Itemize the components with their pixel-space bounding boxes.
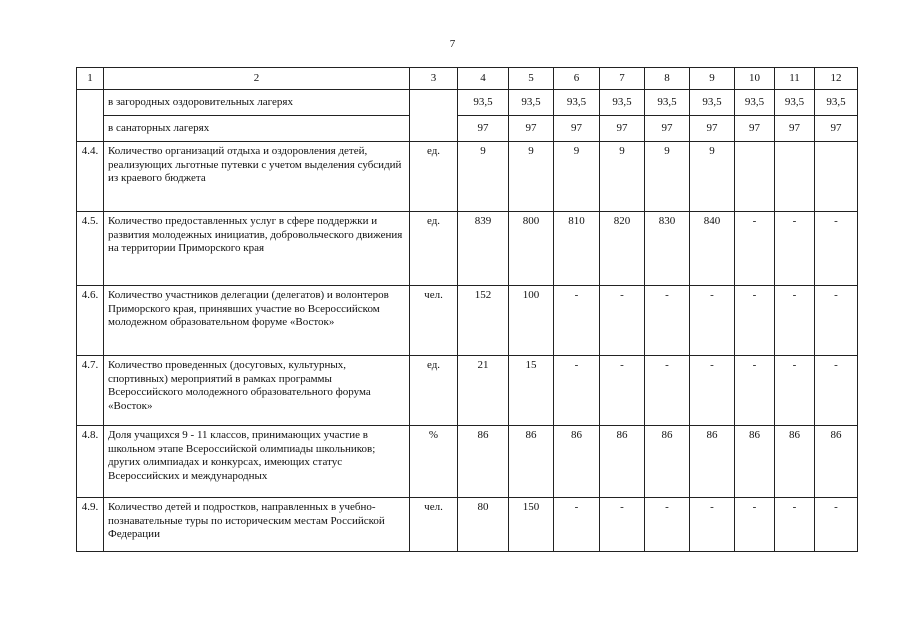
value-cell: 830 bbox=[645, 212, 690, 286]
value-cell: 86 bbox=[509, 426, 554, 498]
col-header: 5 bbox=[509, 68, 554, 90]
value-cell: - bbox=[554, 286, 600, 356]
value-cell: - bbox=[775, 498, 815, 552]
row-number: 4.5. bbox=[77, 212, 104, 286]
value-cell: 93,5 bbox=[645, 90, 690, 116]
value-cell: 9 bbox=[645, 142, 690, 212]
col-header: 9 bbox=[690, 68, 735, 90]
table-row bbox=[77, 356, 858, 426]
value-cell: - bbox=[815, 498, 858, 552]
value-cell: 150 bbox=[509, 498, 554, 552]
unit-cell: % bbox=[410, 426, 458, 498]
value-cell: - bbox=[815, 212, 858, 286]
unit-cell: ед. bbox=[410, 142, 458, 212]
value-cell: - bbox=[735, 356, 775, 426]
col-header: 1 bbox=[77, 68, 104, 90]
value-cell: - bbox=[600, 498, 645, 552]
value-cell: 97 bbox=[775, 116, 815, 142]
value-cell: - bbox=[735, 286, 775, 356]
value-cell: 97 bbox=[735, 116, 775, 142]
row-number: 4.4. bbox=[77, 142, 104, 212]
col-header: 3 bbox=[410, 68, 458, 90]
indicator-description: в санаторных лагерях bbox=[104, 116, 410, 142]
unit-cell: ед. bbox=[410, 356, 458, 426]
table-body bbox=[77, 68, 858, 552]
unit-cell bbox=[410, 90, 458, 142]
table-row bbox=[77, 142, 858, 212]
value-cell: 86 bbox=[815, 426, 858, 498]
value-cell: 9 bbox=[554, 142, 600, 212]
value-cell: 100 bbox=[509, 286, 554, 356]
value-cell: - bbox=[775, 286, 815, 356]
value-cell: 97 bbox=[509, 116, 554, 142]
value-cell: - bbox=[690, 498, 735, 552]
row-number: 4.9. bbox=[77, 498, 104, 552]
row-number: 4.8. bbox=[77, 426, 104, 498]
value-cell: - bbox=[690, 286, 735, 356]
value-cell: 93,5 bbox=[690, 90, 735, 116]
value-cell: 97 bbox=[600, 116, 645, 142]
unit-cell: чел. bbox=[410, 286, 458, 356]
value-cell: - bbox=[735, 498, 775, 552]
indicator-description: Количество участников делегации (делегатов) и волонтеров Приморского края, принявших участие во Всероссийском молодежном образовательном форуме «Восток» bbox=[104, 286, 410, 356]
value-cell: 86 bbox=[554, 426, 600, 498]
col-header: 11 bbox=[775, 68, 815, 90]
value-cell bbox=[815, 142, 858, 212]
value-cell: 93,5 bbox=[458, 90, 509, 116]
value-cell: 9 bbox=[600, 142, 645, 212]
value-cell: - bbox=[775, 356, 815, 426]
indicator-description: Количество предоставленных услуг в сфере поддержки и развития молодежных инициатив, добровольческого движения на территории Приморского края bbox=[104, 212, 410, 286]
value-cell: - bbox=[600, 356, 645, 426]
value-cell: 820 bbox=[600, 212, 645, 286]
value-cell: 839 bbox=[458, 212, 509, 286]
value-cell: 86 bbox=[775, 426, 815, 498]
value-cell: 93,5 bbox=[815, 90, 858, 116]
value-cell: - bbox=[775, 212, 815, 286]
col-header: 6 bbox=[554, 68, 600, 90]
value-cell: - bbox=[815, 286, 858, 356]
row-number: 4.6. bbox=[77, 286, 104, 356]
indicator-description: Количество организаций отдыха и оздоровления детей, реализующих льготные путевки с учетом выделения субсидий из краевого бюджета bbox=[104, 142, 410, 212]
row-number: 4.7. bbox=[77, 356, 104, 426]
value-cell: 15 bbox=[509, 356, 554, 426]
value-cell: 97 bbox=[458, 116, 509, 142]
value-cell: 800 bbox=[509, 212, 554, 286]
col-header: 7 bbox=[600, 68, 645, 90]
value-cell: 86 bbox=[690, 426, 735, 498]
header-row bbox=[77, 68, 858, 90]
unit-cell: чел. bbox=[410, 498, 458, 552]
value-cell: 97 bbox=[815, 116, 858, 142]
table-row bbox=[77, 286, 858, 356]
value-cell: - bbox=[554, 498, 600, 552]
indicators-table bbox=[76, 67, 858, 552]
col-header: 2 bbox=[104, 68, 410, 90]
value-cell bbox=[775, 142, 815, 212]
value-cell: 86 bbox=[600, 426, 645, 498]
value-cell: - bbox=[645, 498, 690, 552]
unit-cell: ед. bbox=[410, 212, 458, 286]
table-row bbox=[77, 90, 858, 116]
value-cell: - bbox=[735, 212, 775, 286]
table-row bbox=[77, 212, 858, 286]
value-cell: - bbox=[554, 356, 600, 426]
value-cell: 86 bbox=[735, 426, 775, 498]
value-cell: 97 bbox=[554, 116, 600, 142]
value-cell: 840 bbox=[690, 212, 735, 286]
value-cell: - bbox=[815, 356, 858, 426]
value-cell: 86 bbox=[645, 426, 690, 498]
value-cell: 152 bbox=[458, 286, 509, 356]
value-cell: 9 bbox=[690, 142, 735, 212]
table-row bbox=[77, 426, 858, 498]
table-row bbox=[77, 498, 858, 552]
value-cell: 97 bbox=[690, 116, 735, 142]
indicator-description: Количество проведенных (досуговых, культурных, спортивных) мероприятий в рамках программы Всероссийского молодежного образовательного форума «Восток» bbox=[104, 356, 410, 426]
col-header: 4 bbox=[458, 68, 509, 90]
col-header: 8 bbox=[645, 68, 690, 90]
value-cell: 86 bbox=[458, 426, 509, 498]
value-cell: - bbox=[600, 286, 645, 356]
value-cell bbox=[735, 142, 775, 212]
value-cell: 93,5 bbox=[509, 90, 554, 116]
value-cell: 9 bbox=[509, 142, 554, 212]
col-header: 10 bbox=[735, 68, 775, 90]
value-cell: 93,5 bbox=[554, 90, 600, 116]
value-cell: 93,5 bbox=[600, 90, 645, 116]
col-header: 12 bbox=[815, 68, 858, 90]
value-cell: 93,5 bbox=[775, 90, 815, 116]
value-cell: - bbox=[645, 286, 690, 356]
value-cell: 810 bbox=[554, 212, 600, 286]
value-cell: 21 bbox=[458, 356, 509, 426]
value-cell: 80 bbox=[458, 498, 509, 552]
row-number bbox=[77, 90, 104, 142]
indicator-description: Доля учащихся 9 - 11 классов, принимающих участие в школьном этапе Всероссийской олимпиады школьников; других олимпиадах и конкурсах, имеющих статус Всероссийских и международных bbox=[104, 426, 410, 498]
value-cell: - bbox=[690, 356, 735, 426]
indicator-description: в загородных оздоровительных лагерях bbox=[104, 90, 410, 116]
value-cell: - bbox=[645, 356, 690, 426]
indicator-description: Количество детей и подростков, направленных в учебно-познавательные туры по историческим местам Российской Федерации bbox=[104, 498, 410, 552]
page-number: 7 bbox=[449, 38, 456, 50]
value-cell: 97 bbox=[645, 116, 690, 142]
value-cell: 93,5 bbox=[735, 90, 775, 116]
value-cell: 9 bbox=[458, 142, 509, 212]
table-row bbox=[77, 116, 858, 142]
